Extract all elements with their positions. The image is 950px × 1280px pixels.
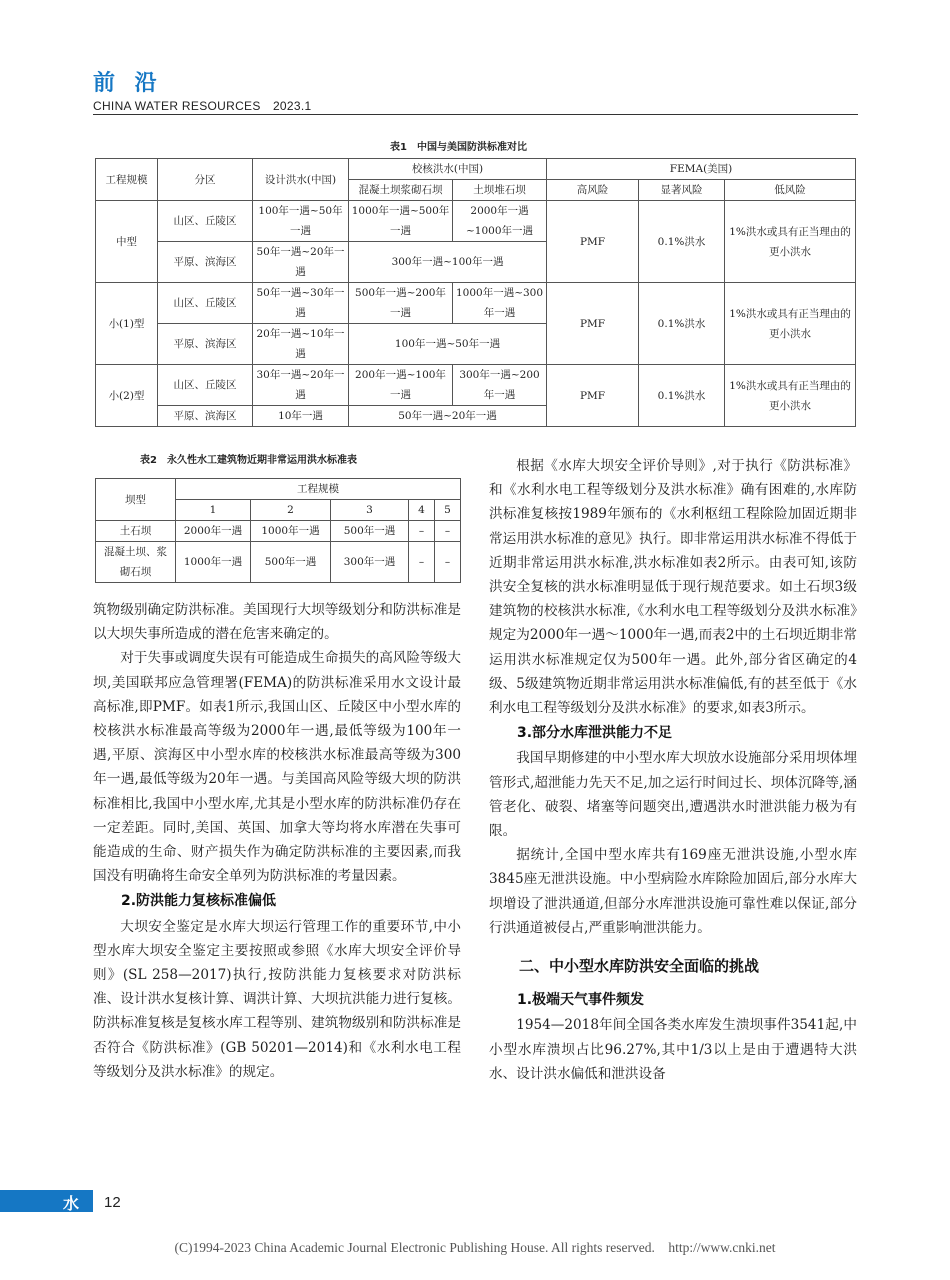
t1-header-sig: 显著风险 — [639, 180, 725, 201]
t1-low: 1%洪水或具有正当理由的更小洪水 — [725, 283, 856, 365]
right-column — [489, 454, 857, 1086]
paragraph: 据统计,全国中型水库共有169座无泄洪设施,小型水库3845座无泄洪设施。中小型病险水库除险加固后,部分水库大坝增设了泄洪通道,但部分水库泄洪设施可靠性难以保证,部分行洪通道被侵占,严重影响泄洪能力。 — [489, 847, 857, 936]
paragraph: 我国早期修建的中小型水库大坝放水设施部分采用坝体埋管形式,超泄能力先天不足,加之运行时间过长、坝体沉降等,涵管老化、破裂、堵塞等问题突出,遭遇洪水时泄洪能力极为有限。 — [489, 750, 857, 840]
t1-cell: 200年一遇~100年一遇 — [349, 365, 453, 406]
t1-header-high: 高风险 — [547, 180, 639, 201]
journal-line: CHINA WATER RESOURCES 2023.1 — [93, 99, 312, 113]
footer-tab — [0, 1190, 93, 1212]
paragraph: 1954—2018年间全国各类水库发生溃坝事件3541起,中小型水库溃坝占比96.27%,其中1/3以上是由于遭遇特大洪水、设计洪水偏低和泄洪设备 — [489, 1017, 857, 1082]
t2-type: 土石坝 — [96, 521, 176, 542]
t1-cell: 300年一遇~200年一遇 — [453, 365, 547, 406]
table1 — [95, 158, 856, 427]
t1-header-concrete: 混凝土坝浆砌石坝 — [349, 180, 453, 201]
t2-grade: 1 — [176, 500, 251, 521]
t2-cell: 2000年一遇 — [176, 521, 251, 542]
t1-cell: 30年一遇~20年一遇 — [253, 365, 349, 406]
t1-cell: 50年一遇~20年一遇 — [253, 242, 349, 283]
section-heading: 二、中小型水库防洪安全面临的挑战 — [519, 957, 760, 976]
copyright-line: (C)1994-2023 China Academic Journal Electronic Publishing House. All rights reserved. http://www.cnki.net — [174, 1240, 776, 1255]
t1-zone: 山区、丘陵区 — [158, 201, 253, 242]
t1-cell: 50年一遇~30年一遇 — [253, 283, 349, 324]
t2-header-type: 坝型 — [96, 479, 176, 521]
t2-grade: 2 — [251, 500, 331, 521]
t1-cell: 2000年一遇~1000年一遇 — [453, 201, 547, 242]
page-number: 12 — [104, 1194, 121, 1211]
t1-cell: 1000年一遇~300年一遇 — [453, 283, 547, 324]
t1-header-fema: FEMA(美国) — [547, 159, 856, 180]
t2-cell: 500年一遇 — [331, 521, 409, 542]
t2-header-scale: 工程规模 — [176, 479, 461, 500]
t1-header-design: 设计洪水(中国) — [253, 159, 349, 201]
t2-cell: 500年一遇 — [251, 542, 331, 583]
t1-low: 1%洪水或具有正当理由的更小洪水 — [725, 365, 856, 427]
t1-header-check: 校核洪水(中国) — [349, 159, 547, 180]
t1-cell: 20年一遇~10年一遇 — [253, 324, 349, 365]
t2-cell: – — [435, 542, 461, 583]
t2-type: 混凝土坝、浆砌石坝 — [96, 542, 176, 583]
t1-pmf: PMF — [547, 283, 639, 365]
subsection-heading: 3.部分水库泄洪能力不足 — [517, 725, 673, 742]
t2-grade: 3 — [331, 500, 409, 521]
paragraph: 大坝安全鉴定是水库大坝运行管理工作的重要环节,中小型水库大坝安全鉴定主要按照或参照《水库大坝安全评价导则》(SL 258—2017)执行,按防洪能力复核要求对防洪标准、设计洪水复核计算、调洪计算、大坝抗洪能力进行复核。防洪标准复核是复核水库工程等别、建筑物级别和防洪标准是否符合《防洪标准》(GB 50201—2014)和《水利水电工程等级划分及洪水标准》的规定。 — [93, 918, 461, 1080]
t1-zone: 山区、丘陵区 — [158, 365, 253, 406]
t2-grade: 4 — [409, 500, 435, 521]
left-column — [93, 598, 461, 1084]
subsection-heading: 1.极端天气事件频发 — [517, 992, 645, 1009]
t2-cell: – — [435, 521, 461, 542]
header-rule — [93, 114, 858, 115]
section-title: 前 沿 — [93, 71, 163, 96]
t2-cell: – — [409, 542, 435, 583]
t2-cell: 1000年一遇 — [251, 521, 331, 542]
table2 — [95, 478, 461, 583]
t1-cell: 10年一遇 — [253, 406, 349, 427]
table1-caption: 表1 中国与美国防洪标准对比 — [390, 142, 527, 153]
t1-cell: 300年一遇~100年一遇 — [349, 242, 547, 283]
t1-zone: 山区、丘陵区 — [158, 283, 253, 324]
t1-cell: 50年一遇~20年一遇 — [349, 406, 547, 427]
t1-scale-small1: 小(1)型 — [96, 283, 158, 365]
t1-zone: 平原、滨海区 — [158, 242, 253, 283]
t2-cell: 300年一遇 — [331, 542, 409, 583]
t1-zone: 平原、滨海区 — [158, 324, 253, 365]
t1-sig: 0.1%洪水 — [639, 365, 725, 427]
t1-zone: 平原、滨海区 — [158, 406, 253, 427]
footer-tab-label: 水 — [62, 1194, 79, 1213]
t1-scale-small2: 小(2)型 — [96, 365, 158, 427]
t1-pmf: PMF — [547, 201, 639, 283]
t1-cell: 500年一遇~200年一遇 — [349, 283, 453, 324]
t1-cell: 1000年一遇~500年一遇 — [349, 201, 453, 242]
t1-cell: 100年一遇~50年一遇 — [253, 201, 349, 242]
t2-cell: 1000年一遇 — [176, 542, 251, 583]
paragraph: 筑物级别确定防洪标准。美国现行大坝等级划分和防洪标准是以大坝失事所造成的潜在危害来确定的。 — [93, 602, 461, 643]
t1-header-low: 低风险 — [725, 180, 856, 201]
paragraph: 根据《水库大坝安全评价导则》,对于执行《防洪标准》和《水利水电工程等级划分及洪水标准》确有困难的,水库防洪标准复核按1989年颁布的《水利枢纽工程除险加固近期非常运用洪水标准的意见》执行。即非常运用洪水标准不得低于近期非常运用洪水标准,洪水标准如表2所示。由表可知,该防洪安全复核的洪水标准明显低于现行规范要求。如土石坝3级建筑物的校核洪水标准,《水利水电工程等级划分及洪水标准》规定为2000年一遇～1000年一遇,而表2中的土石坝近期非常运用洪水标准规定仅为500年一遇。此外,部分省区确定的4级、5级建筑物近期非常运用洪水标准偏低,有的甚至低于《水利水电工程等级划分及洪水标准》的要求,如表3所示。 — [489, 458, 857, 717]
t1-header-earth: 土坝堆石坝 — [453, 180, 547, 201]
t2-cell: – — [409, 521, 435, 542]
t1-header-zone: 分区 — [158, 159, 253, 201]
t1-sig: 0.1%洪水 — [639, 283, 725, 365]
t1-header-scale: 工程规模 — [96, 159, 158, 201]
paragraph: 对于失事或调度失误有可能造成生命损失的高风险等级大坝,美国联邦应急管理署(FEMA)的防洪标准采用水文设计最高标准,即PMF。如表1所示,我国山区、丘陵区中小型水库的校核洪水标准最高等级为2000年一遇,最低等级为100年一遇,平原、滨海区中小型水库的校核洪水标准最高等级为300年一遇,最低等级为20年一遇。与美国高风险等级大坝的防洪标准相比,我国中小型水库,尤其是小型水库的防洪标准仍存在一定差距。同时,美国、英国、加拿大等均将水库潜在失事可能造成的生命、财产损失作为确定防洪标准的主要因素,而我国没有明确将生命安全单列为防洪标准的考量因素。 — [93, 650, 461, 885]
subsection-heading: 2.防洪能力复核标准偏低 — [121, 893, 277, 910]
t1-sig: 0.1%洪水 — [639, 201, 725, 283]
table2-caption: 表2 永久性水工建筑物近期非常运用洪水标准表 — [140, 455, 357, 466]
t1-scale-mid: 中型 — [96, 201, 158, 283]
t1-pmf: PMF — [547, 365, 639, 427]
t2-grade: 5 — [435, 500, 461, 521]
t1-cell: 100年一遇~50年一遇 — [349, 324, 547, 365]
t1-low: 1%洪水或具有正当理由的更小洪水 — [725, 201, 856, 283]
